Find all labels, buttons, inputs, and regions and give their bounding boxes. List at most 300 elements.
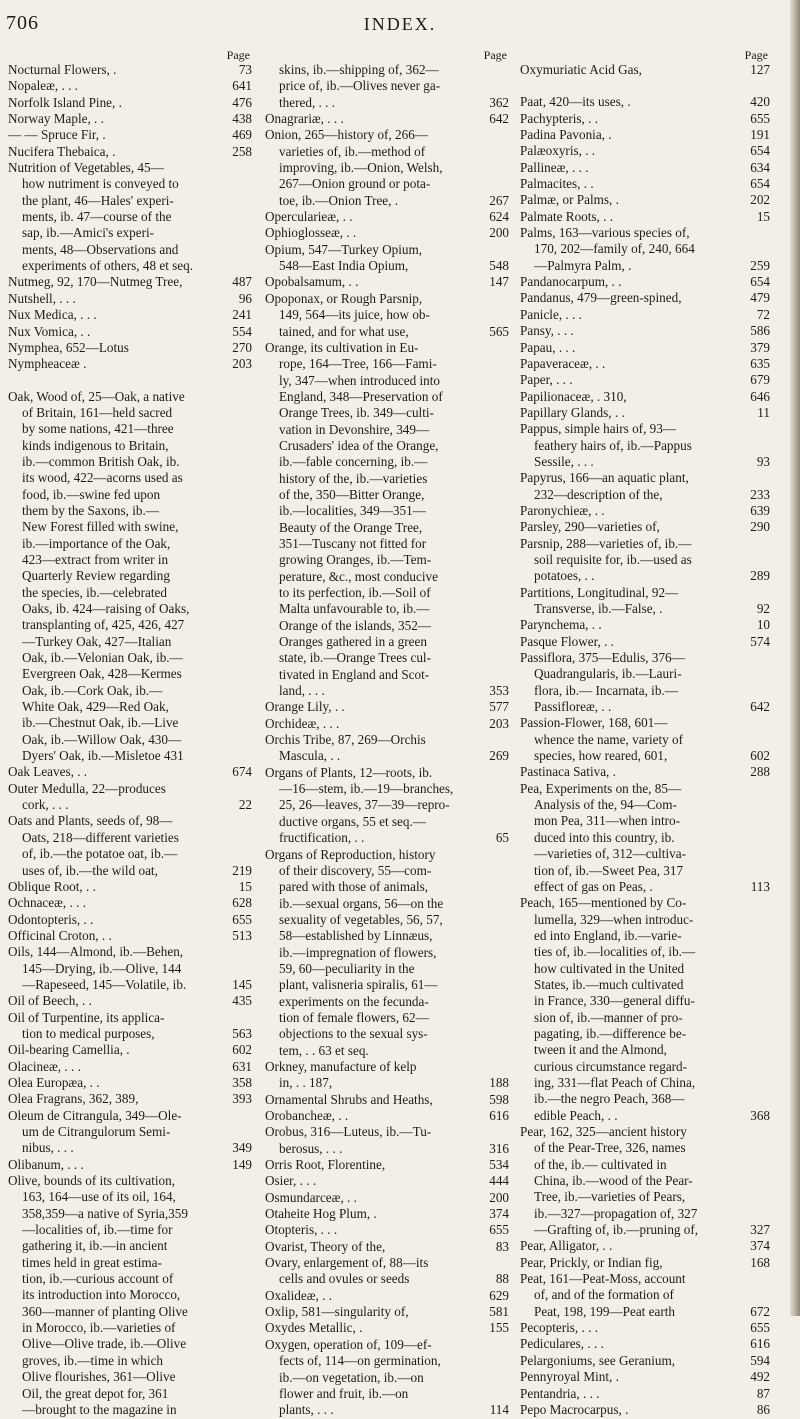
entry-text: Malta unfavourable to, ib.— — [279, 601, 430, 617]
entry-text: Pediculares, . . . — [520, 1336, 604, 1352]
entry-text: Orris Root, Florentine, — [265, 1157, 386, 1173]
index-entry — [8, 1206, 252, 1222]
index-entry — [520, 993, 770, 1009]
entry-text: Pea, Experiments on the, 85— — [520, 780, 682, 796]
entry-text: —brought to the magazine in — [22, 1401, 177, 1417]
entry-page-ref: 513 — [232, 927, 252, 943]
index-entry — [265, 1157, 509, 1173]
entry-text: 423—extract from writer in — [22, 551, 169, 567]
index-entry — [520, 895, 770, 911]
entry-page-ref: 87 — [756, 1385, 770, 1401]
entry-text: ib.—localities, 349—351— — [279, 503, 426, 519]
entry-page-ref: 86 — [756, 1401, 770, 1417]
index-entry — [265, 127, 509, 143]
entry-text: ing, 331—flat Peach of China, — [534, 1074, 696, 1090]
entry-page-ref: 191 — [750, 127, 770, 143]
index-entry — [265, 209, 509, 225]
index-entry — [520, 1304, 770, 1320]
entry-page-ref: 202 — [750, 192, 770, 208]
entry-text: Nopaleæ, . . . — [8, 78, 78, 94]
entry-text: Oats, 218—different varieties — [22, 829, 179, 845]
index-entry — [265, 1108, 509, 1124]
entry-text: sion of, ib.—manner of pro- — [534, 1009, 683, 1025]
entry-page-ref: 393 — [232, 1091, 252, 1107]
index-entry — [520, 1222, 770, 1238]
entry-text: Oil, the great depot for, 361 — [22, 1385, 169, 1401]
index-entry — [8, 438, 252, 454]
index-entry — [8, 1010, 252, 1026]
index-entry — [265, 896, 509, 912]
index-entry — [8, 797, 252, 813]
entry-text: Papau, . . . — [520, 339, 576, 355]
index-entry — [265, 389, 509, 405]
entry-text: Oxalideæ, . . — [265, 1287, 333, 1303]
entry-page-ref: 22 — [238, 797, 252, 813]
entry-text: fructification, . . — [279, 830, 365, 846]
entry-text: experiments on the fecunda- — [279, 993, 429, 1009]
entry-text: 360—manner of planting Olive — [22, 1303, 188, 1319]
entry-page-ref: 290 — [750, 519, 770, 535]
entry-text: Nutrition of Vegetables, 45— — [8, 160, 164, 176]
entry-page-ref: 15 — [756, 208, 770, 224]
index-entry — [520, 454, 770, 470]
index-entry — [520, 1238, 770, 1254]
index-entry — [8, 1238, 252, 1254]
entry-page-ref: 642 — [750, 699, 770, 715]
entry-text: plant, valisneria spiralis, 61— — [279, 977, 438, 993]
entry-text: Pear, Prickly, or Indian fig, — [520, 1254, 663, 1270]
entry-text: Nymphea, 652—Lotus — [8, 339, 129, 355]
entry-text: 58—established by Linnæus, — [279, 928, 433, 944]
index-entry — [520, 176, 770, 192]
index-entry — [520, 1386, 770, 1402]
entry-text: ties of, ib.—localities of, ib.— — [534, 944, 696, 960]
entry-text: ib.—the negro Peach, 368— — [534, 1091, 685, 1107]
entry-page-ref: 155 — [489, 1320, 509, 1336]
index-entry — [265, 1320, 509, 1336]
entry-text: Olive—Olive trade, ib.—Olive — [22, 1336, 187, 1352]
entry-page-ref: 563 — [232, 1025, 252, 1041]
entry-text: transplanting of, 425, 426, 427 — [22, 617, 185, 633]
entry-text: Palmacites, . . — [520, 176, 594, 192]
entry-page-ref: 379 — [750, 339, 770, 355]
index-entry — [520, 863, 770, 879]
index-entry — [520, 127, 770, 143]
entry-text: its wood, 422—acorns used as — [22, 470, 183, 486]
entry-text: Ornamental Shrubs and Heaths, — [265, 1091, 433, 1107]
index-entry — [520, 568, 770, 584]
index-entry — [8, 62, 252, 78]
index-entry — [8, 650, 252, 666]
entry-page-ref: 358 — [232, 1074, 252, 1090]
entry-text: ly, 347—when introduced into — [279, 372, 441, 388]
entry-text: Transverse, ib.—False, . — [534, 601, 663, 616]
entry-text: tion to medical purposes, — [22, 1025, 155, 1041]
entry-text: 170, 202—family of, 240, 664 — [534, 241, 695, 257]
index-entry — [265, 1370, 509, 1386]
index-entry — [8, 1402, 252, 1418]
index-entry — [265, 601, 509, 617]
index-entry — [265, 814, 509, 830]
entry-text: flora, ib.— Incarnata, ib.— — [534, 682, 678, 698]
entry-text: objections to the sexual sys- — [279, 1026, 428, 1042]
index-entry — [520, 552, 770, 568]
entry-text: ib.—common British Oak, ib. — [22, 453, 180, 469]
entry-text: to its perfection, ib.—Soil of — [279, 585, 431, 600]
index-entry — [520, 666, 770, 682]
entry-text: tion, ib.—curious account of — [22, 1271, 174, 1287]
entry-text: Parynchema, . . — [520, 617, 602, 633]
index-entry — [8, 977, 252, 993]
entry-text: 267—Onion ground or pota- — [279, 176, 431, 192]
entry-text: Dyers' Oak, ib.—Misletoe 431 — [22, 748, 184, 764]
entry-text: ib.—on vegetation, ib.—on — [279, 1369, 424, 1385]
index-entry — [8, 879, 252, 895]
entry-text: — — Spruce Fir, . — [8, 127, 106, 143]
index-entry — [8, 1320, 252, 1336]
index-entry — [8, 912, 252, 928]
entry-text: Orange Lily, . . — [265, 699, 345, 715]
index-column-2 — [265, 48, 509, 1419]
entry-text: sap, ib.—Amici's experi- — [22, 225, 155, 241]
entry-text: White Oak, 429—Red Oak, — [22, 699, 169, 715]
entry-text: Organs of Plants, 12—roots, ib. — [265, 764, 433, 780]
index-entry — [520, 928, 770, 944]
entry-page-ref: 127 — [750, 62, 770, 77]
entry-page-ref: 438 — [232, 111, 252, 127]
entry-text: England, 348—Preservation of — [279, 388, 443, 404]
entry-text: ib.—Chestnut Oak, ib.—Live — [22, 715, 179, 731]
entry-text: Peat, 198, 199—Peat earth — [534, 1303, 675, 1319]
entry-page-ref: 492 — [750, 1369, 770, 1385]
index-entry — [265, 1222, 509, 1238]
entry-page-ref: 655 — [232, 911, 252, 927]
index-entry — [520, 470, 770, 486]
entry-text: growing Oranges, ib.—Tem- — [279, 552, 432, 568]
index-entry — [520, 961, 770, 977]
entry-text: Oaks, ib. 424—raising of Oaks, — [22, 601, 190, 616]
entry-page-ref: 674 — [232, 764, 252, 780]
entry-text: Partitions, Longitudinal, 92— — [520, 584, 679, 600]
entry-page-ref: 168 — [750, 1254, 770, 1270]
entry-text: Paper, . . . — [520, 372, 573, 388]
entry-text: Mascula, . . — [279, 748, 341, 764]
entry-text: Pepo Macrocarpus, . — [520, 1401, 629, 1417]
entry-text: Olibanum, . . . — [8, 1156, 84, 1172]
entry-text: curious circumstance regard- — [534, 1058, 688, 1074]
index-entry — [8, 454, 252, 470]
index-entry — [8, 356, 252, 372]
entry-page-ref: 147 — [489, 274, 509, 290]
entry-page-ref: 469 — [232, 127, 252, 143]
entry-text: kinds indigenous to Britain, — [22, 437, 169, 453]
index-entry — [520, 1336, 770, 1352]
entry-text: groves, ib.—time in which — [22, 1352, 164, 1368]
index-entry — [265, 291, 509, 307]
index-entry — [265, 552, 509, 568]
entry-text: the species, ib.—celebrated — [22, 584, 167, 600]
index-entry — [520, 1353, 770, 1369]
entry-text: lumella, 329—when introduc- — [534, 911, 694, 927]
entry-text: ib.—327—propagation of, 327 — [534, 1205, 698, 1221]
index-entry — [265, 1337, 509, 1353]
entry-text: Palæoxyris, . . — [520, 143, 596, 159]
entry-text: Organs of Reproduction, history — [265, 846, 436, 862]
entry-text: New Forest filled with swine, — [22, 519, 179, 535]
entry-text: 59, 60—peculiarity in the — [279, 960, 415, 976]
entry-page-ref: 565 — [489, 323, 509, 339]
entry-page-ref: 88 — [495, 1271, 509, 1287]
entry-text: Pandanocarpum, . . — [520, 274, 622, 290]
index-entry — [8, 519, 252, 535]
index-entry — [8, 1369, 252, 1385]
index-entry — [265, 650, 509, 666]
index-entry — [8, 568, 252, 584]
entry-text: Oxydes Metallic, . — [265, 1320, 363, 1336]
entry-text: Olea Fragrans, 362, 389, — [8, 1091, 139, 1107]
entry-text: Olive, bounds of its cultivation, — [8, 1173, 176, 1189]
entry-text: edible Peach, . . — [534, 1107, 618, 1123]
entry-text: thered, . . . — [279, 94, 336, 110]
index-entry — [520, 1206, 770, 1222]
index-entry — [8, 389, 252, 405]
section-gap — [8, 373, 252, 389]
index-entry — [265, 1239, 509, 1255]
index-entry — [8, 1271, 252, 1287]
entry-text: of the, 350—Bitter Orange, — [279, 486, 425, 502]
entry-page-ref: 149 — [232, 1156, 252, 1172]
index-entry — [8, 340, 252, 356]
entry-text: Evergreen Oak, 428—Kermes — [22, 666, 182, 682]
index-entry — [265, 1386, 509, 1402]
index-entry — [8, 1255, 252, 1271]
entry-text: Palmate Roots, . . — [520, 208, 614, 224]
index-entry — [520, 372, 770, 388]
entry-text: rope, 164—Tree, 166—Fami- — [279, 356, 437, 372]
index-entry — [520, 1042, 770, 1058]
entry-text: Pennyroyal Mint, . — [520, 1369, 619, 1385]
index-entry — [265, 160, 509, 176]
index-entry — [265, 732, 509, 748]
index-entry — [265, 928, 509, 944]
entry-text: ments, ib. 47—course of the — [22, 209, 172, 225]
index-entry — [265, 683, 509, 699]
index-column-3 — [520, 48, 770, 1418]
index-entry — [265, 324, 509, 340]
index-entry — [265, 797, 509, 813]
entry-text: price of, ib.—Olives never ga- — [279, 78, 441, 94]
entry-text: Quadrangularis, ib.—Lauri- — [534, 666, 682, 682]
entry-text: Olacineæ, . . . — [8, 1058, 81, 1074]
entry-text: Oil of Turpentine, its applica- — [8, 1009, 165, 1025]
index-entry — [520, 503, 770, 519]
entry-text: Nux Medica, . . . — [8, 307, 97, 323]
entry-page-ref: 624 — [489, 209, 509, 225]
index-entry — [8, 144, 252, 160]
index-entry — [8, 748, 252, 764]
entry-text: Pastinaca Sativa, . — [520, 764, 616, 780]
entry-text: Nocturnal Flowers, . — [8, 62, 117, 77]
index-column-1 — [8, 48, 252, 1418]
index-entry — [265, 1190, 509, 1206]
entry-text: duced into this country, ib. — [534, 829, 675, 845]
entry-page-ref: 616 — [489, 1108, 509, 1123]
entry-page-ref: 581 — [489, 1304, 509, 1320]
entry-page-ref: 353 — [489, 683, 509, 699]
index-entry — [8, 503, 252, 519]
index-entry — [265, 503, 509, 519]
entry-text: Oblique Root, . . — [8, 878, 96, 894]
entry-text: tivated in England and Scot- — [279, 666, 430, 682]
entry-text: Passifloreæ, . . — [534, 699, 612, 715]
entry-text: Otaheite Hog Plum, . — [265, 1206, 377, 1222]
entry-text: Onagrariæ, . . . — [265, 111, 344, 127]
entry-text: Nutmeg, 92, 170—Nutmeg Tree, — [8, 274, 183, 290]
entry-text: Peach, 165—mentioned by Co- — [520, 895, 687, 911]
index-entry — [520, 944, 770, 960]
entry-text: Papilionaceæ, . 310, — [520, 388, 627, 404]
index-entry — [8, 242, 252, 258]
index-entry — [8, 1173, 252, 1189]
entry-text: Quarterly Review regarding — [22, 568, 170, 584]
entry-page-ref: 629 — [489, 1287, 509, 1303]
index-entry — [520, 389, 770, 405]
index-entry — [265, 945, 509, 961]
index-entry — [265, 569, 509, 585]
index-entry — [520, 192, 770, 208]
entry-text: —16—stem, ib.—19—branches, — [279, 781, 454, 797]
entry-page-ref: 631 — [232, 1058, 252, 1074]
entry-text: Orchideæ, . . . — [265, 715, 340, 731]
index-entry — [8, 1059, 252, 1075]
index-entry — [8, 961, 252, 977]
index-entry — [520, 487, 770, 503]
index-entry — [265, 454, 509, 470]
entry-text: Papillary Glands, . . — [520, 404, 625, 420]
entry-text: vation in Devonshire, 349— — [279, 421, 430, 437]
entry-page-ref: 65 — [495, 830, 509, 846]
index-entry — [265, 1255, 509, 1271]
entry-text: Orange, its cultivation in Eu- — [265, 339, 419, 355]
entry-text: Olive flourishes, 361—Olive — [22, 1369, 176, 1385]
entry-page-ref: 269 — [489, 748, 509, 764]
index-entry — [265, 699, 509, 715]
index-entry — [520, 1157, 770, 1173]
entry-text: perature, &c., most conducive — [279, 568, 438, 584]
entry-text: Pecopteris, . . . — [520, 1320, 599, 1336]
entry-text: Norfolk Island Pine, . — [8, 94, 122, 110]
index-entry — [8, 111, 252, 127]
index-entry — [8, 846, 252, 862]
entry-text: ib.—fable concerning, ib.— — [279, 454, 428, 470]
entry-text: Beauty of the Orange Tree, — [279, 519, 423, 535]
index-entry — [520, 1320, 770, 1336]
entry-page-ref: 203 — [232, 356, 252, 372]
index-entry — [265, 1304, 509, 1320]
index-entry — [265, 912, 509, 928]
index-entry — [8, 258, 252, 274]
entry-text: ib.—sexual organs, 56—on the — [279, 895, 444, 911]
index-entry — [520, 258, 770, 274]
index-entry — [265, 618, 509, 634]
entry-page-ref: 362 — [489, 94, 509, 110]
entry-page-ref: 316 — [489, 1140, 509, 1156]
index-entry — [520, 1026, 770, 1042]
index-entry — [520, 1091, 770, 1107]
index-entry — [265, 373, 509, 389]
entry-page-ref: 289 — [750, 568, 770, 584]
entry-text: —Grafting of, ib.—pruning of, — [534, 1222, 699, 1238]
entry-text: Pachypteris, . . — [520, 110, 599, 126]
entry-text: Padina Pavonia, . — [520, 127, 612, 143]
index-entry — [265, 340, 509, 356]
index-entry — [520, 405, 770, 421]
entry-page-ref: 476 — [232, 94, 252, 110]
index-entry — [8, 95, 252, 111]
index-entry — [8, 732, 252, 748]
entry-page-ref: 72 — [756, 306, 770, 322]
entry-text: in, . . 187, — [279, 1075, 333, 1091]
entry-text: 145—Drying, ib.—Olive, 144 — [22, 960, 182, 976]
index-entry — [265, 1026, 509, 1042]
entry-page-ref: 200 — [489, 225, 509, 241]
entry-text: of the, ib.— cultivated in — [534, 1156, 667, 1172]
index-entry — [520, 519, 770, 535]
entry-text: Orange of the islands, 352— — [279, 617, 431, 633]
entry-text: its introduction into Morocco, — [22, 1287, 181, 1303]
index-entry — [520, 781, 770, 797]
entry-text: —Palmyra Palm, . — [534, 257, 632, 273]
entry-page-ref: 655 — [750, 1320, 770, 1336]
entry-page-ref: 602 — [232, 1042, 252, 1058]
index-entry — [8, 1157, 252, 1173]
index-entry — [265, 748, 509, 764]
index-entry — [265, 1124, 509, 1140]
entry-text: nibus, . . . — [22, 1140, 74, 1156]
entry-text: how nutriment is conveyed to — [22, 176, 179, 192]
entry-text: tem, . . 63 et seq. — [279, 1042, 369, 1058]
entry-text: Osmundarceæ, . . — [265, 1189, 357, 1205]
entry-text: Parsley, 290—varieties of, — [520, 519, 660, 535]
index-entry — [8, 993, 252, 1009]
index-entry — [8, 209, 252, 225]
entry-page-ref: 554 — [232, 323, 252, 339]
entry-text: soil requisite for, ib.—used as — [534, 551, 692, 567]
index-entry — [8, 487, 252, 503]
index-entry — [265, 863, 509, 879]
entry-text: Oxlip, 581—singularity of, — [265, 1304, 409, 1320]
index-entry — [8, 324, 252, 340]
index-entry — [520, 356, 770, 372]
entry-text: Pansy, . . . — [520, 323, 574, 339]
index-entry — [265, 781, 509, 797]
entry-text: Pappus, simple hairs of, 93— — [520, 421, 677, 437]
index-entry — [8, 715, 252, 731]
index-entry — [8, 813, 252, 829]
index-entry — [8, 405, 252, 421]
index-entry — [520, 846, 770, 862]
index-entry — [520, 1173, 770, 1189]
index-entry — [265, 765, 509, 781]
index-entry — [520, 323, 770, 339]
entry-text: mon Pea, 311—when intro- — [534, 813, 681, 829]
entry-text: Pandanus, 479—green-spined, — [520, 290, 682, 306]
index-entry — [8, 699, 252, 715]
entry-page-ref: 642 — [489, 111, 509, 127]
entry-page-ref: 598 — [489, 1091, 509, 1107]
entry-page-ref: 374 — [489, 1206, 509, 1222]
entry-text: toe, ib.—Onion Tree, . — [279, 192, 399, 208]
